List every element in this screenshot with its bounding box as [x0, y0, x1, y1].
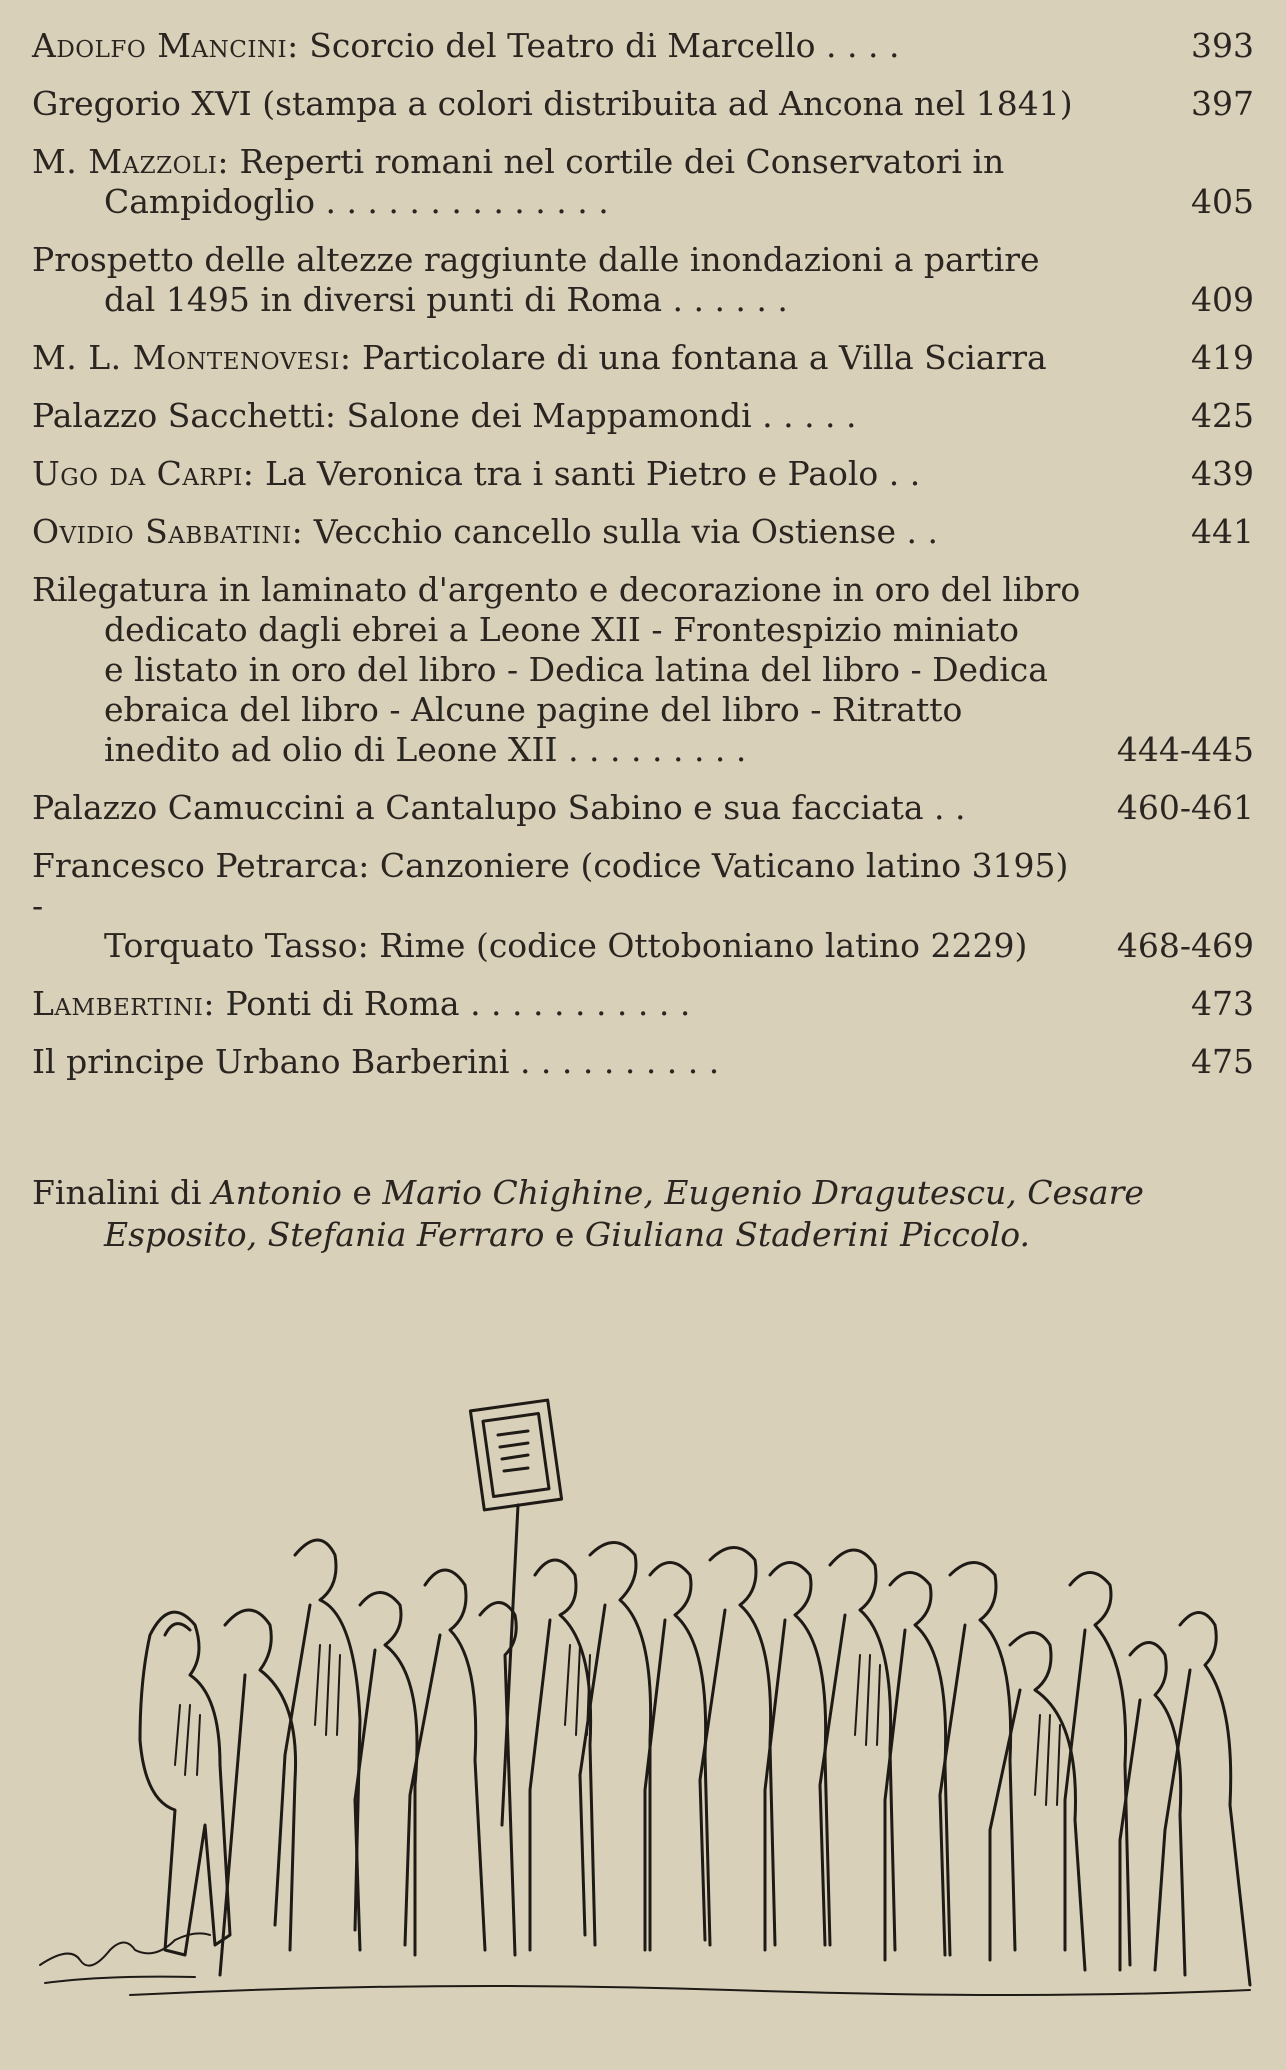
credits-name: Eugenio Dragutescu,: [664, 1173, 1017, 1212]
entry-page: 439: [1191, 454, 1254, 493]
credits-conjunction: e: [554, 1215, 575, 1254]
entry-page: 393: [1191, 26, 1254, 65]
list-entry: [32, 454, 1254, 494]
entry-author: M. Mazzoli:: [32, 142, 229, 181]
entry-caption: Prospetto delle altezze raggiunte dalle inondazioni a partire: [32, 240, 1040, 279]
entry-caption: Rilegatura in laminato d'argento e decorazione in oro del libro: [32, 570, 1081, 609]
entry-page: 425: [1191, 396, 1254, 435]
credits-paragraph: [32, 1172, 1254, 1256]
entry-page: 441: [1191, 512, 1254, 551]
entry-page: 419: [1191, 338, 1254, 377]
entry-caption: Vecchio cancello sulla via Ostiense . .: [313, 512, 938, 551]
list-entry: [32, 84, 1254, 124]
list-entry: [32, 396, 1254, 436]
entry-caption: Francesco Petrarca: Canzoniere (codice Vaticano latino 3195) -: [32, 846, 1069, 925]
entry-author: Ovidio Sabbatini:: [32, 512, 304, 551]
credits-conjunction: e: [352, 1173, 372, 1212]
list-entry: [32, 570, 1254, 770]
list-entry: [32, 142, 1254, 222]
credits-prefix: Finalini di: [32, 1173, 202, 1212]
entry-page: 473: [1191, 984, 1254, 1023]
credits-name: Cesare: [1027, 1173, 1144, 1212]
entry-author: Lambertini:: [32, 984, 215, 1023]
entry-page: 405: [1191, 182, 1254, 221]
entry-caption-continued: Campidoglio . . . . . . . . . . . . . .: [104, 182, 609, 221]
credits-continued: [32, 1214, 1254, 1256]
entry-page: 475: [1191, 1042, 1254, 1081]
credits-name: Stefania Ferraro: [267, 1215, 545, 1254]
illustrations-list: [32, 26, 1254, 1100]
entry-caption-continued: inedito ad olio di Leone XII . . . . . . . . .: [104, 730, 747, 769]
entry-caption: Il principe Urbano Barberini . . . . . . . . . .: [32, 1042, 720, 1081]
entry-caption: Scorcio del Teatro di Marcello . . . .: [309, 26, 900, 65]
entry-caption: Palazzo Sacchetti: Salone dei Mappamondi . . . . .: [32, 396, 857, 435]
placard-sign: [470, 1400, 561, 1825]
entry-author: Ugo da Carpi:: [32, 454, 255, 493]
entry-page: 468-469: [1116, 926, 1254, 965]
crowd-sketch-illustration: [30, 1385, 1260, 2035]
credits-name: Antonio: [211, 1173, 342, 1212]
entry-author: M. L. Montenovesi:: [32, 338, 352, 377]
entry-caption-continued: dal 1495 in diversi punti di Roma . . . . . .: [104, 280, 788, 319]
crowd-figures: [140, 1540, 1250, 1985]
entry-page: 460-461: [1116, 788, 1254, 827]
credits-name: Mario Chighine,: [382, 1173, 654, 1212]
list-entry: [32, 240, 1254, 320]
entry-caption-continued: dedicato dagli ebrei a Leone XII - Frontespizio miniato: [104, 610, 1020, 649]
list-entry: [32, 984, 1254, 1024]
credits-name: Giuliana Staderini Piccolo.: [584, 1215, 1031, 1254]
entry-caption: Particolare di una fontana a Villa Sciarra: [362, 338, 1047, 377]
entry-caption: La Veronica tra i santi Pietro e Paolo . .: [264, 454, 921, 493]
entry-caption: Reperti romani nel cortile dei Conservatori in: [239, 142, 1005, 181]
entry-caption-continued: ebraica del libro - Alcune pagine del libro - Ritratto: [104, 690, 963, 729]
entry-caption: Palazzo Camuccini a Cantalupo Sabino e sua facciata . .: [32, 788, 966, 827]
entry-author: Adolfo Mancini:: [32, 26, 299, 65]
entry-caption-continued: e listato in oro del libro - Dedica latina del libro - Dedica: [104, 650, 1048, 689]
entry-caption-continued: Torquato Tasso: Rime (codice Ottoboniano latino 2229): [104, 926, 1028, 965]
entry-caption: Ponti di Roma . . . . . . . . . . .: [225, 984, 691, 1023]
list-entry: [32, 26, 1254, 66]
credits-name: Esposito,: [104, 1215, 258, 1254]
entry-page: 409: [1191, 280, 1254, 319]
artist-signature: [40, 1933, 210, 1983]
list-entry: [32, 788, 1254, 828]
list-entry: [32, 512, 1254, 552]
entry-page: 444-445: [1116, 730, 1254, 769]
entry-page: 397: [1191, 84, 1254, 123]
entry-caption: Gregorio XVI (stampa a colori distribuita ad Ancona nel 1841): [32, 84, 1073, 123]
list-entry: [32, 1042, 1254, 1082]
list-entry: [32, 338, 1254, 378]
list-entry: [32, 846, 1254, 966]
